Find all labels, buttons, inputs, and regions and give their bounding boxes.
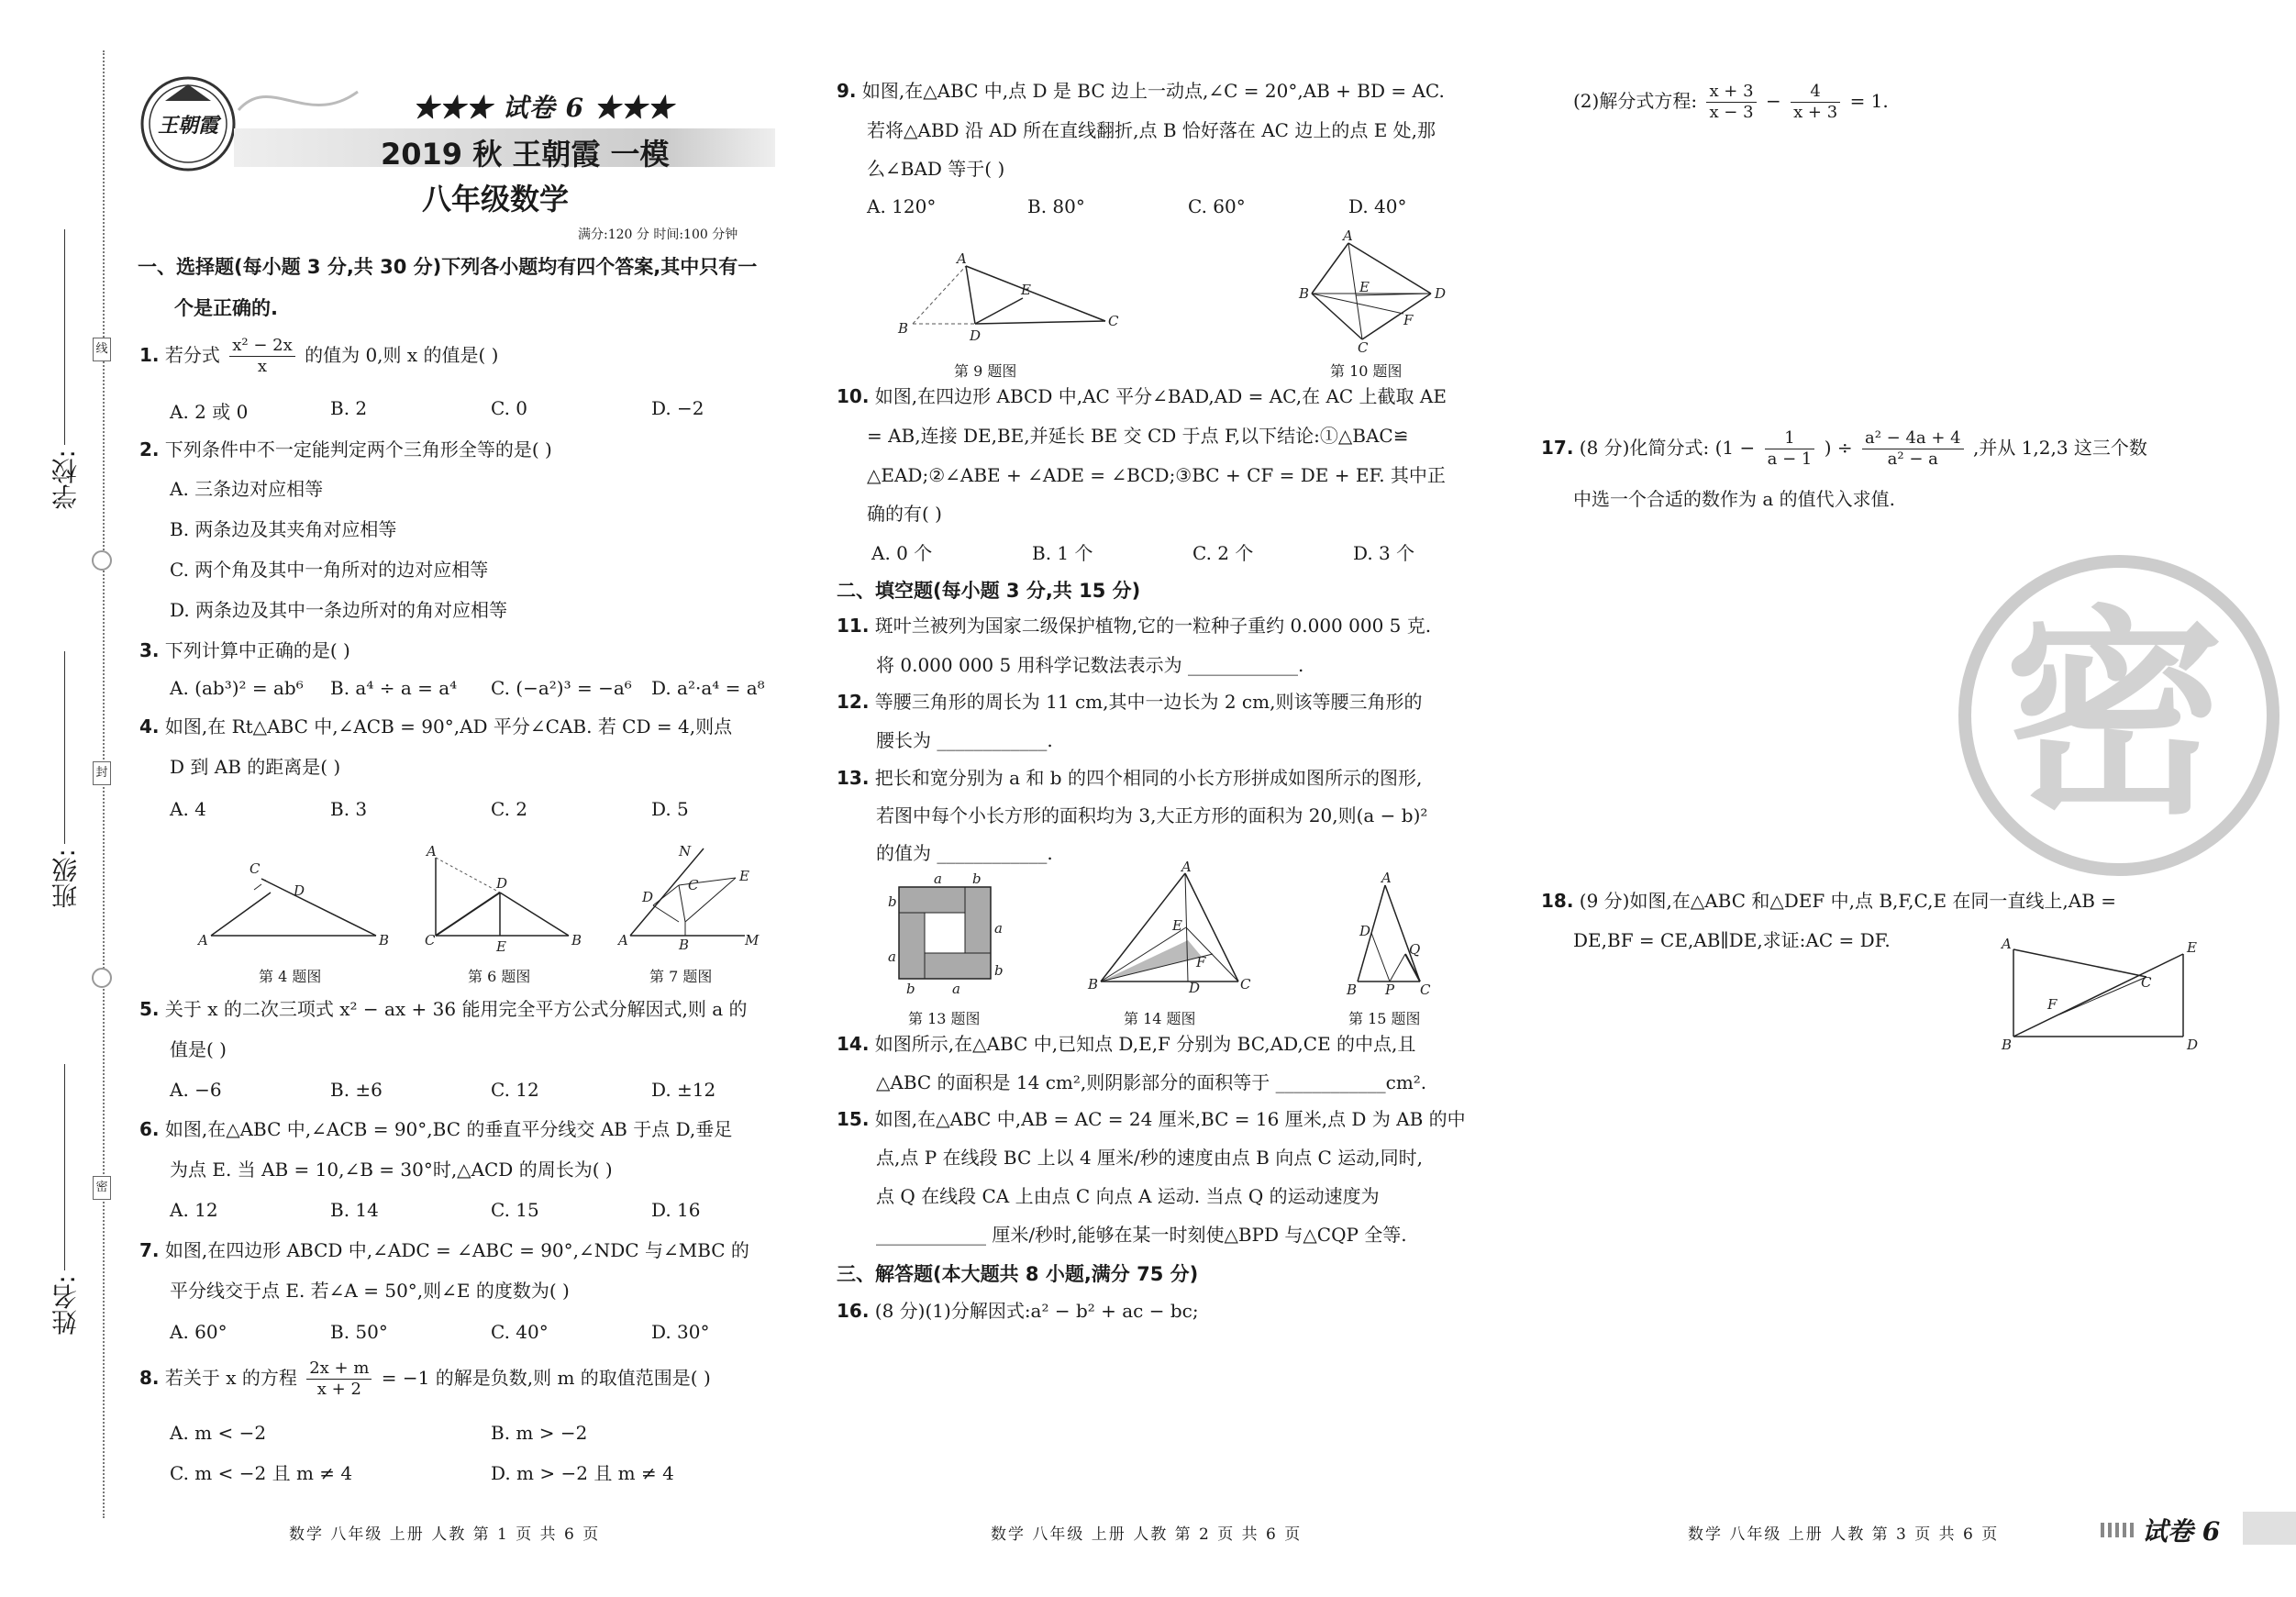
option-c[interactable]: C. m < −2 且 m ≠ 4 <box>170 1462 353 1484</box>
question-7: 7. 如图,在四边形 ABCD 中,∠ADC = ∠ABC = 90°,∠NDC 与∠MBC 的 <box>139 1239 749 1261</box>
question-5: 5. 关于 x 的二次三项式 x² − ax + 36 能用完全平方公式分解因式,则 a 的 <box>139 998 748 1020</box>
exam-number: ★★★ 试卷 6 ★★★ <box>413 93 674 123</box>
page-footer-3: 数学 八年级 上册 人教 第 3 页 共 6 页 <box>1688 1525 2000 1544</box>
options-1 <box>170 397 704 424</box>
option-d[interactable]: D. 3 个 <box>1353 542 1415 564</box>
option-d[interactable]: D. a²·a⁴ = a⁸ <box>651 677 765 699</box>
tag-feng: 封 <box>93 761 111 785</box>
svg-text:a: a <box>994 920 1003 937</box>
figure-14-caption: 第 14 题图 <box>1124 1010 1196 1027</box>
question-17-cont: 中选一个合适的数作为 a 的值代入求值. <box>1573 488 1895 510</box>
svg-text:E: E <box>2187 939 2197 956</box>
svg-text:D: D <box>642 889 654 905</box>
binding-hole-icon <box>92 550 112 571</box>
svg-text:A: A <box>618 932 628 948</box>
question-6-cont: 为点 E. 当 AB = 10,∠B = 30°时,△ACD 的周长为( ) <box>170 1159 613 1181</box>
figure-15-caption: 第 15 题图 <box>1348 1010 1421 1027</box>
figure-10-caption: 第 10 题图 <box>1330 362 1403 380</box>
name-label: 姓名: <box>50 1275 81 1336</box>
svg-text:M: M <box>745 932 760 948</box>
svg-text:N: N <box>679 843 692 859</box>
option-a[interactable]: A. 三条边对应相等 <box>170 478 324 500</box>
option-b[interactable]: B. 两条边及其夹角对应相等 <box>170 518 397 540</box>
watermark-text: 密 <box>2004 587 2225 844</box>
figure-7-caption: 第 7 题图 <box>649 968 713 985</box>
svg-text:A: A <box>427 843 437 859</box>
option-b[interactable]: B. 14 <box>330 1199 379 1221</box>
question-10-cont: △EAD;②∠ABE + ∠ADE = ∠BCD;③BC + CF = DE + EF. 其中正 <box>867 464 1446 486</box>
svg-text:A: A <box>2002 936 2012 952</box>
option-a[interactable]: A. −6 <box>170 1079 222 1101</box>
question-number: 1. <box>139 344 160 366</box>
question-10-cont: = AB,连接 DE,BE,并延长 BE 交 CD 于点 F,以下结论:①△BAC≌ <box>867 425 1409 447</box>
question-10: 10. 如图,在四边形 ABCD 中,AC 平分∠BAD,AD = AC,在 AC 上截取 AE <box>837 385 1447 407</box>
svg-text:E: E <box>1172 917 1182 934</box>
option-d[interactable]: D. m > −2 且 m ≠ 4 <box>491 1462 674 1484</box>
fraction: $\frac{4}{x + 3}$ <box>1791 82 1840 123</box>
svg-text:B: B <box>898 320 909 337</box>
svg-text:E: E <box>739 868 749 884</box>
question-13-answer-blank[interactable]: 的值为 ____________. <box>876 842 1053 864</box>
question-12-answer-blank[interactable]: 腰长为 ____________. <box>876 729 1053 751</box>
svg-text:A: A <box>1381 870 1392 886</box>
page-title: 2019 秋 王朝霞 一模 <box>381 137 670 172</box>
class-underline <box>64 651 65 844</box>
svg-text:a: a <box>934 871 942 887</box>
tag-mi: 密 <box>93 1176 111 1200</box>
option-b[interactable]: B. m > −2 <box>491 1422 588 1444</box>
exam-meta: 满分:120 分 时间:100 分钟 <box>578 227 738 242</box>
question-7-cont: 平分线交于点 E. 若∠A = 50°,则∠E 的度数为( ) <box>170 1280 570 1302</box>
svg-text:A: A <box>1181 859 1192 875</box>
option-d[interactable]: D. 30° <box>651 1321 710 1343</box>
options-5 <box>170 1079 715 1101</box>
option-b[interactable]: B. 1 个 <box>1032 542 1093 564</box>
svg-text:F: F <box>1196 954 1206 970</box>
svg-text:C: C <box>2141 974 2152 991</box>
school-label: 学校: <box>50 449 81 510</box>
question-9-cont: 么∠BAD 等于( ) <box>867 158 1005 180</box>
svg-text:B: B <box>1088 976 1099 993</box>
name-underline <box>64 1064 65 1270</box>
question-2: 2. 下列条件中不一定能判定两个三角形全等的是( ) <box>139 438 552 460</box>
page-footer-2: 数学 八年级 上册 人教 第 2 页 共 6 页 <box>991 1525 1303 1544</box>
svg-text:A: A <box>198 932 208 948</box>
fraction: $\frac{1}{a - 1}$ <box>1765 428 1815 470</box>
option-d[interactable]: D. 16 <box>651 1199 701 1221</box>
svg-text:B: B <box>571 932 582 948</box>
svg-text:E: E <box>496 938 506 955</box>
binding-hole-icon <box>92 968 112 988</box>
svg-text:C: C <box>1420 981 1431 998</box>
option-a[interactable]: A. 4 <box>170 798 206 820</box>
svg-text:F: F <box>1403 312 1414 328</box>
option-c[interactable]: C. 2 <box>491 798 528 820</box>
options-4 <box>170 798 689 820</box>
option-a[interactable]: A. 0 个 <box>871 542 933 564</box>
svg-text:b: b <box>906 981 915 997</box>
option-b[interactable]: B. 2 <box>330 397 368 419</box>
svg-text:D: D <box>1189 980 1201 996</box>
question-16-part2: (2)解分式方程: $\frac{x + 3}{x - 3}$ − $\frac{4}{x + 3}$ = 1. <box>1573 82 1889 122</box>
section-choice-cont: 个是正确的. <box>174 297 278 319</box>
option-d[interactable]: D. −2 <box>651 397 704 419</box>
svg-text:F: F <box>2047 996 2058 1013</box>
question-8: 8. 若关于 x 的方程 $\frac{2x + m}{x + 2}$ = −1 的解是负数,则 m 的取值范围是( ) <box>139 1359 711 1399</box>
svg-text:b: b <box>994 962 1004 979</box>
option-c[interactable]: C. 60° <box>1188 195 1246 217</box>
svg-text:Q: Q <box>1409 941 1421 958</box>
svg-text:a: a <box>888 948 896 965</box>
question-15-answer-blank[interactable]: ____________ 厘米/秒时,能够在某一时刻使△BPD 与△CQP 全等. <box>876 1224 1407 1246</box>
option-a[interactable]: A. m < −2 <box>170 1422 267 1444</box>
section-fill: 二、填空题(每小题 3 分,共 15 分) <box>837 580 1141 602</box>
svg-text:C: C <box>250 860 261 877</box>
options-6 <box>170 1199 701 1221</box>
svg-text:B: B <box>1299 285 1310 302</box>
svg-text:B: B <box>1347 981 1358 998</box>
svg-text:D: D <box>294 882 305 899</box>
svg-text:C: C <box>688 877 699 893</box>
option-c[interactable]: C. (−a²)³ = −a⁶ <box>491 677 632 699</box>
option-c[interactable]: C. 12 <box>491 1079 539 1101</box>
svg-text:E: E <box>1359 279 1370 295</box>
question-14: 14. 如图所示,在△ABC 中,已知点 D,E,F 分别为 BC,AD,CE 的中点,且 <box>837 1033 1416 1055</box>
question-15: 15. 如图,在△ABC 中,AB = AC = 24 厘米,BC = 16 厘米,点 D 为 AB 的中 <box>837 1108 1466 1130</box>
figure-7 <box>616 839 800 954</box>
svg-text:b: b <box>888 893 897 910</box>
figure-10 <box>1293 227 1449 356</box>
question-14-answer-blank[interactable]: △ABC 的面积是 14 cm²,则阴影部分的面积等于 ____________cm². <box>876 1071 1427 1093</box>
question-1: 1. 若分式 $\frac{\text{x² − 2x}}{x}$ 的值为 0,则 x 的值是( ) <box>139 336 499 376</box>
option-b[interactable]: B. 3 <box>330 798 368 820</box>
svg-text:A: A <box>957 250 967 267</box>
figure-9 <box>885 252 1124 344</box>
question-12: 12. 等腰三角形的周长为 11 cm,其中一边长为 2 cm,则该等腰三角形的 <box>837 691 1423 713</box>
question-9: 9. 如图,在△ABC 中,点 D 是 BC 边上一动点,∠C = 20°,AB + BD = AC. <box>837 80 1445 102</box>
question-4-cont: D 到 AB 的距离是( ) <box>170 756 341 778</box>
svg-text:C: C <box>1108 313 1119 329</box>
options-9 <box>867 195 1407 217</box>
svg-text:C: C <box>425 932 436 948</box>
option-b[interactable]: B. 80° <box>1027 195 1085 217</box>
logo-text: 王朝霞 <box>157 114 218 138</box>
subject-title: 八年级数学 <box>422 182 570 216</box>
svg-text:B: B <box>679 937 690 953</box>
option-c[interactable]: C. 40° <box>491 1321 549 1343</box>
svg-text:B: B <box>2002 1037 2013 1053</box>
question-16: 16. (8 分)(1)分解因式:a² − b² + ac − bc; <box>837 1300 1199 1322</box>
figure-6 <box>417 839 601 954</box>
option-a[interactable]: A. (ab³)² = ab⁶ <box>170 677 304 699</box>
page-footer-1: 数学 八年级 上册 人教 第 1 页 共 6 页 <box>289 1525 601 1544</box>
figure-13 <box>881 871 1009 1000</box>
option-b[interactable]: B. 50° <box>330 1321 388 1343</box>
svg-text:D: D <box>2187 1037 2199 1053</box>
fraction: $\frac{x + 3}{x - 3}$ <box>1706 82 1756 123</box>
svg-text:D: D <box>1359 923 1371 939</box>
question-4: 4. 如图,在 Rt△ABC 中,∠ACB = 90°,AD 平分∠CAB. 若 CD = 4,则点 <box>139 715 733 738</box>
question-9-cont: 若将△ABD 沿 AD 所在直线翻折,点 B 恰好落在 AC 边上的点 E 处,那 <box>867 119 1436 141</box>
brand-logo <box>138 73 238 174</box>
svg-text:E: E <box>1021 282 1031 298</box>
svg-text:A: A <box>1343 227 1353 244</box>
section-solve: 三、解答题(本大题共 8 小题,满分 75 分) <box>837 1263 1199 1285</box>
question-6: 6. 如图,在△ABC 中,∠ACB = 90°,BC 的垂直平分线交 AB 于点 D,垂足 <box>139 1118 733 1140</box>
options-7 <box>170 1321 710 1343</box>
option-d[interactable]: D. ±12 <box>651 1079 716 1101</box>
fraction: $\frac{\text{x² − 2x}}{x}$ <box>229 336 295 377</box>
svg-text:B: B <box>379 932 390 948</box>
option-d[interactable]: D. 40° <box>1348 195 1407 217</box>
question-17: 17. (8 分)化简分式: (1 − $\frac{1}{a - 1}$ ) ÷ $\frac{\text{a² − 4a + 4}}{\text{a² − a}}$ ,并从 1,2,3 这三个数 <box>1541 428 2147 469</box>
option-a[interactable]: A. 60° <box>170 1321 227 1343</box>
question-15-cont: 点,点 P 在线段 BC 上以 4 厘米/秒的速度由点 B 向点 C 运动,同时, <box>876 1147 1423 1169</box>
question-10-cont: 确的有( ) <box>867 503 942 525</box>
figure-15 <box>1339 871 1449 1000</box>
options-3 <box>170 677 765 699</box>
footer-exam-tag: 试卷 6 <box>2142 1516 2221 1547</box>
section-choice: 一、选择题(每小题 3 分,共 30 分)下列各小题均有四个答案,其中只有一 <box>138 256 758 278</box>
question-18-cont: DE,BF = CE,AB∥DE,求证:AC = DF. <box>1573 929 1891 951</box>
question-18: 18. (9 分)如图,在△ABC 和△DEF 中,点 B,F,C,E 在同一直线上,AB = <box>1541 890 2117 912</box>
figure-4-caption: 第 4 题图 <box>259 968 322 985</box>
question-15-cont: 点 Q 在线段 CA 上由点 C 向点 A 运动. 当点 Q 的运动速度为 <box>876 1185 1380 1207</box>
option-b[interactable]: B. a⁴ ÷ a = a⁴ <box>330 677 458 699</box>
question-5-cont: 值是( ) <box>170 1038 227 1060</box>
figure-9-caption: 第 9 题图 <box>954 362 1017 380</box>
svg-text:C: C <box>1240 976 1251 993</box>
question-13-cont: 若图中每个小长方形的面积均为 3,大正方形的面积为 20,则(a − b)² <box>876 804 1428 826</box>
option-a[interactable]: A. 120° <box>867 195 937 217</box>
option-b[interactable]: B. ±6 <box>330 1079 383 1101</box>
svg-text:C: C <box>1358 339 1369 356</box>
figure-6-caption: 第 6 题图 <box>468 968 531 985</box>
svg-text:D: D <box>970 327 982 344</box>
figure-13-caption: 第 13 题图 <box>908 1010 981 1027</box>
footer-dots-icon <box>2101 1523 2137 1537</box>
fraction: $\frac{2x + m}{x + 2}$ <box>306 1359 372 1400</box>
option-d[interactable]: D. 5 <box>651 798 689 820</box>
svg-text:D: D <box>496 875 508 892</box>
option-c[interactable]: C. 15 <box>491 1199 539 1221</box>
school-underline <box>64 229 65 445</box>
figure-14 <box>1082 859 1257 996</box>
question-11: 11. 斑叶兰被列为国家二级保护植物,它的一粒种子重约 0.000 000 5 克. <box>837 615 1432 637</box>
svg-text:P: P <box>1385 981 1395 998</box>
svg-text:D: D <box>1435 285 1447 302</box>
question-3: 3. 下列计算中正确的是( ) <box>139 639 350 661</box>
option-c[interactable]: C. 两个角及其中一角所对的边对应相等 <box>170 559 489 581</box>
fraction: $\frac{\text{a² − 4a + 4}}{\text{a² − a}}$ <box>1862 428 1964 470</box>
svg-text:b: b <box>972 871 982 887</box>
option-d[interactable]: D. 两条边及其中一条边所对的角对应相等 <box>170 599 508 621</box>
option-c[interactable]: C. 2 个 <box>1192 542 1254 564</box>
option-a[interactable]: A. 2 或 0 <box>170 401 249 423</box>
class-label: 班级: <box>50 848 81 909</box>
option-a[interactable]: A. 12 <box>170 1199 218 1221</box>
tag-xian: 线 <box>93 338 111 361</box>
option-c[interactable]: C. 0 <box>491 397 528 419</box>
figure-4 <box>193 844 390 954</box>
svg-text:a: a <box>952 981 960 997</box>
footer-tag-bar <box>2243 1512 2296 1545</box>
question-11-answer-blank[interactable]: 将 0.000 000 5 用科学记数法表示为 ____________. <box>876 654 1304 676</box>
question-13: 13. 把长和宽分别为 a 和 b 的四个相同的小长方形拼成如图所示的图形, <box>837 767 1423 789</box>
options-10 <box>871 538 1414 565</box>
figure-18 <box>1991 936 2211 1055</box>
